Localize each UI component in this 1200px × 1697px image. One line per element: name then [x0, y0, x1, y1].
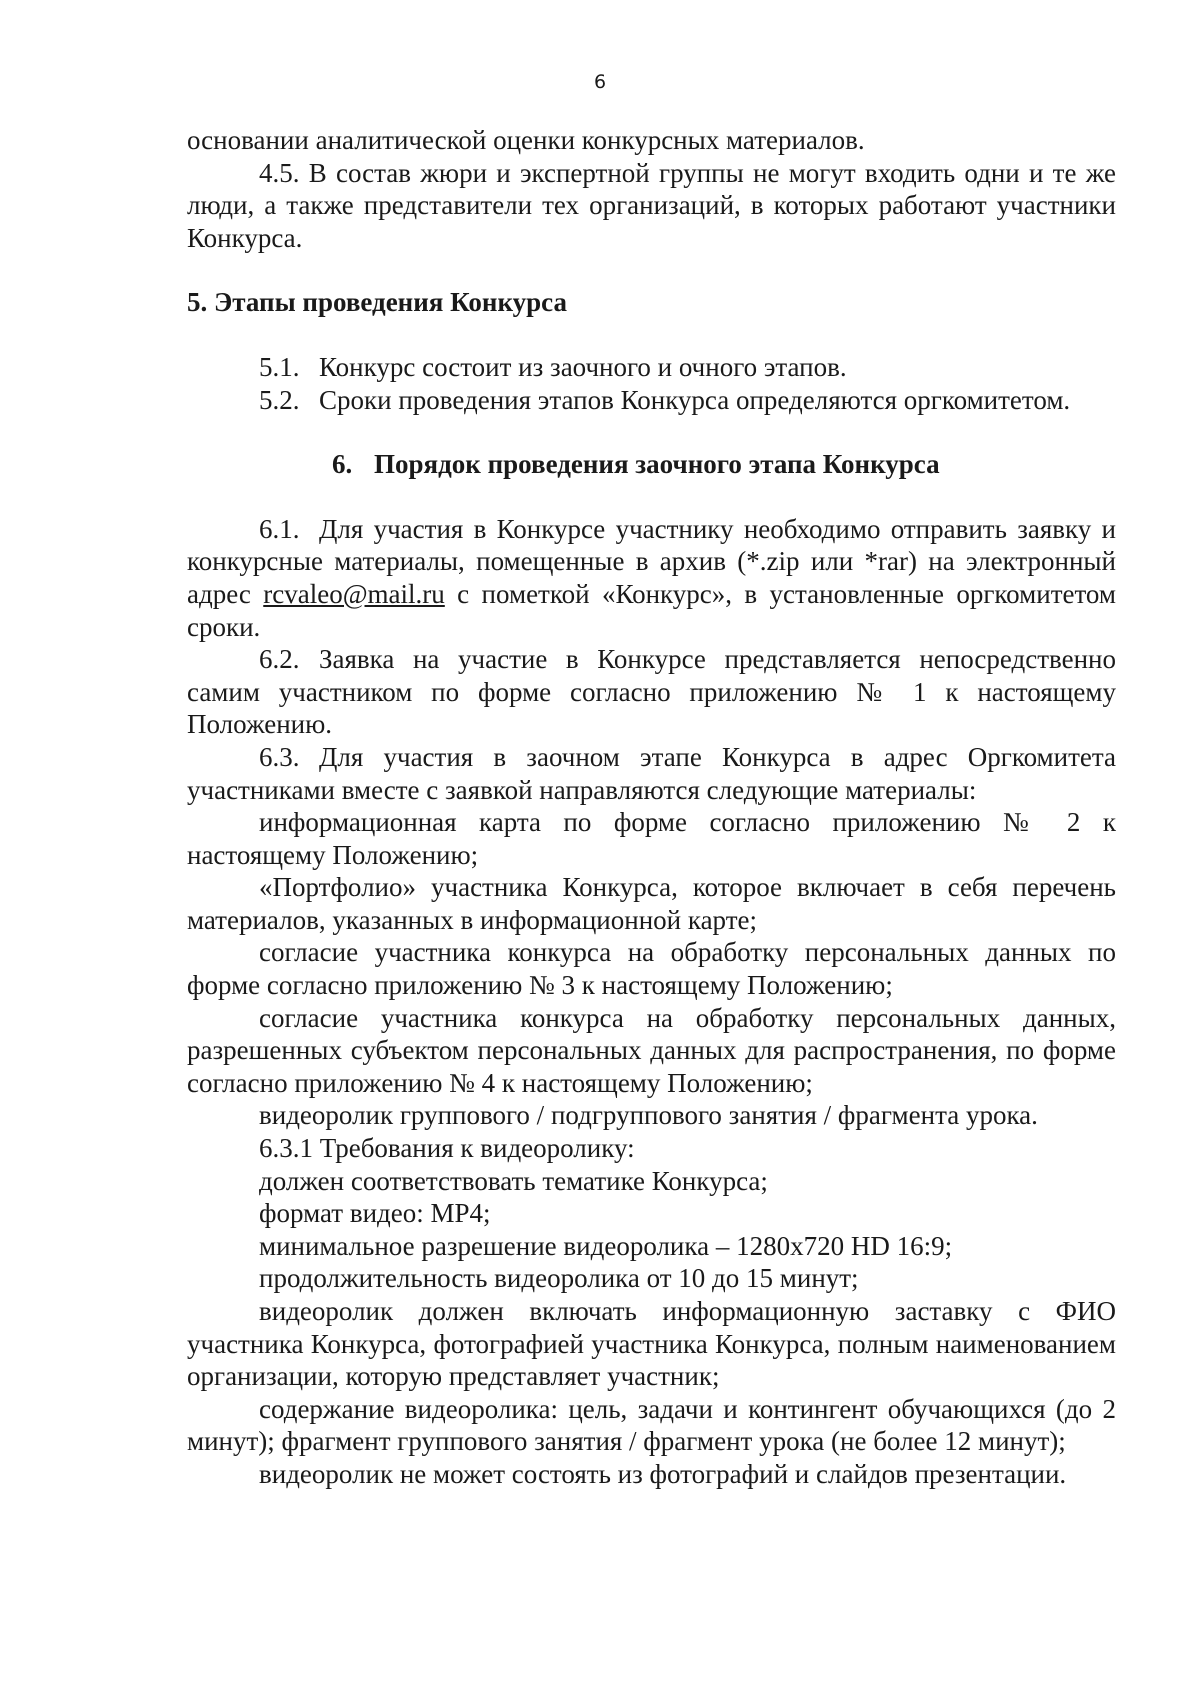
paragraph-text: Для участия в Конкурсе участнику необходимо отправить заявку и конкурсные материалы, помещенные в архив (*.zip или *rar) на электронный адрес [187, 513, 1116, 609]
requirement-item: содержание видеоролика: цель, задачи и контингент обучающихся (до 2 минут); фрагмент группового занятия / фрагмент урока (не более 12 минут); [187, 1393, 1116, 1457]
item-number: 6.3. [259, 741, 300, 772]
paragraph-5-2 [187, 384, 1116, 417]
requirement-item: минимальное разрешение видеоролика – 1280x720 HD 16:9; [259, 1230, 953, 1261]
requirement-item: видеоролик не может состоять из фотографий и слайдов презентации. [259, 1458, 1067, 1489]
item-number: 6.2. [259, 644, 300, 675]
paragraph-5-1 [187, 351, 1116, 384]
paragraph-6-1 [187, 513, 1116, 643]
materials-item: согласие участника конкурса на обработку персональных данных, разрешенных субъектом персональных данных для распространения, по форме согласно приложению № 4 к настоящему Положению; [187, 1002, 1116, 1098]
paragraph-4-5: 4.5. В состав жюри и экспертной группы не могут входить одни и те же люди, а также представители тех организаций, в которых работают участники Конкурса. [187, 157, 1116, 253]
section-number: 6. [332, 449, 353, 480]
item-number: 5.1. [259, 351, 300, 382]
paragraph-text: с пометкой «Конкурс», в установленные оргкомитетом сроки. [187, 578, 1116, 642]
document-body [187, 124, 1116, 1491]
materials-item: «Портфолио» участника Конкурса, которое включает в себя перечень материалов, указанных в информационной карте; [187, 872, 1116, 935]
paragraph-6-3 [187, 741, 1116, 806]
requirement-item: продолжительность видеоролика от 10 до 15 минут; [259, 1263, 859, 1294]
requirement-item: видеоролик должен включать информационную заставку с ФИО участника Конкурса, фотографией участника Конкурса, полным наименованием организации, которую представляет участник; [187, 1296, 1116, 1392]
requirement-item: должен соответствовать тематике Конкурса; [259, 1165, 768, 1196]
materials-item: информационная карта по форме согласно приложению № 2 к настоящему Положению; [187, 807, 1116, 870]
paragraph-text: Заявка на участие в Конкурсе представляется непосредственно самим участником по форме согласно приложению № 1 к настоящему Положению. [187, 644, 1116, 740]
item-number: 5.2. [259, 384, 300, 415]
paragraph-text: Для участия в заочном этапе Конкурса в адрес Оргкомитета участниками вместе с заявкой направляются следующие материалы: [187, 741, 1116, 805]
materials-item: согласие участника конкурса на обработку персональных данных по форме согласно приложению № 3 к настоящему Положению; [187, 937, 1116, 1001]
requirement-item: формат видео: MP4; [259, 1198, 491, 1229]
section-5-heading: 5. Этапы проведения Конкурса [187, 287, 567, 318]
item-number: 6.1. [259, 513, 300, 544]
section-title: Порядок проведения заочного этапа Конкурса [374, 449, 940, 480]
paragraph-text: Конкурс состоит из заочного и очного этапов. [319, 351, 847, 382]
paragraph-6-2 [187, 643, 1116, 741]
section-6-heading [187, 448, 1116, 481]
email-link[interactable]: rcvaleo@mail.ru [263, 578, 445, 609]
paragraph-continuation: основании аналитической оценки конкурсных материалов. [187, 125, 865, 155]
paragraph-text: Сроки проведения этапов Конкурса определяются оргкомитетом. [319, 384, 1071, 415]
paragraph-6-3-1: 6.3.1 Требования к видеоролику: [259, 1133, 635, 1164]
page-number: 6 [593, 71, 607, 93]
materials-item: видеоролик группового / подгруппового занятия / фрагмента урока. [259, 1100, 1038, 1131]
